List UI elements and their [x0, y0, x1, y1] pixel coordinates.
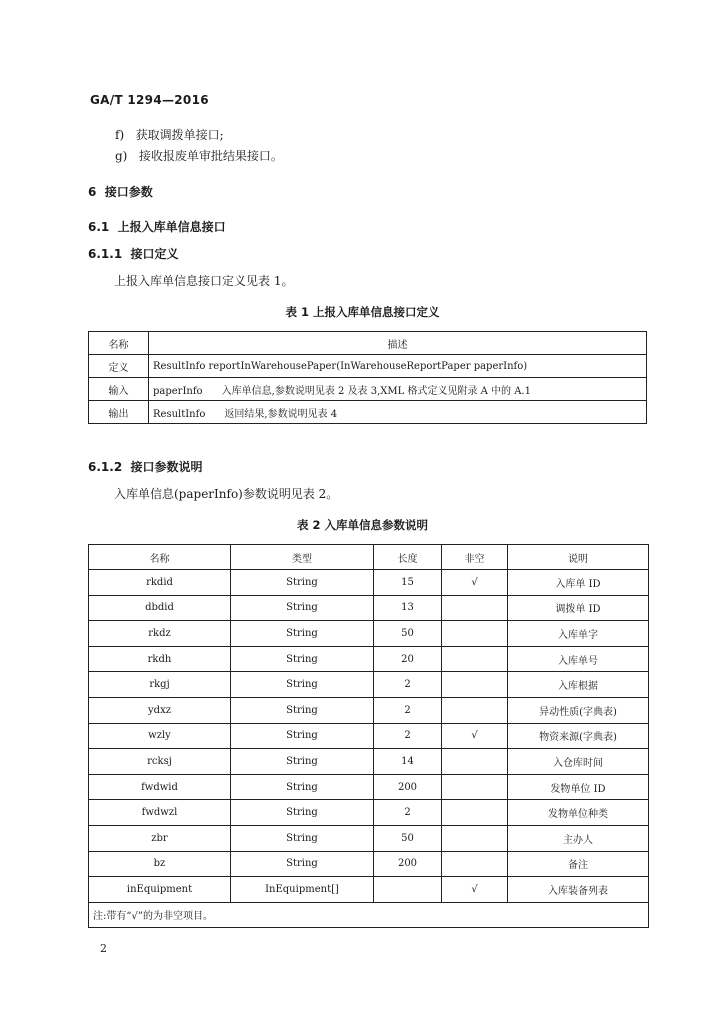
header-cell: 名称	[89, 545, 231, 570]
table-row	[89, 800, 649, 826]
table-cell: 入库单 ID	[508, 570, 649, 596]
table-cell	[374, 877, 442, 903]
table-cell: rkgj	[89, 672, 231, 698]
section-title: 接口参数	[104, 185, 153, 199]
section-title: 接口参数说明	[130, 460, 203, 474]
table-cell: rkdid	[89, 570, 231, 596]
table-row	[89, 355, 647, 378]
table-cell: String	[231, 570, 374, 596]
table-cell: zbr	[89, 825, 231, 851]
table-cell: rkdh	[89, 646, 231, 672]
table-cell: 输入	[89, 378, 149, 401]
table-cell	[442, 672, 508, 698]
table-row	[89, 621, 649, 647]
table-cell: 50	[374, 825, 442, 851]
table-row	[89, 877, 649, 903]
table-header-row	[89, 332, 647, 355]
section-6-1-1-heading	[88, 245, 179, 262]
table-cell: rkdz	[89, 621, 231, 647]
table-cell: 2	[374, 800, 442, 826]
section-number: 6.1.1	[88, 247, 123, 261]
table-row	[89, 378, 647, 401]
table-cell: dbdid	[89, 595, 231, 621]
table-cell: 物资来源(字典表)	[508, 723, 649, 749]
section-number: 6.1	[88, 220, 110, 234]
header-cell: 长度	[374, 545, 442, 570]
section-number: 6	[88, 185, 97, 199]
table-cell: String	[231, 595, 374, 621]
table-cell: 200	[374, 851, 442, 877]
table-cell: rcksj	[89, 749, 231, 775]
parameter-table	[88, 544, 649, 928]
paragraph-table1-ref: 上报入库单信息接口定义见表 1。	[114, 274, 294, 288]
table2-caption: 表 2 入库单信息参数说明	[296, 518, 428, 532]
list-marker: g)	[115, 149, 128, 163]
header-cell: 名称	[89, 332, 149, 355]
table-cell: 2	[374, 723, 442, 749]
table-row	[89, 851, 649, 877]
table-row	[89, 749, 649, 775]
list-text: 获取调拨单接口;	[135, 128, 224, 142]
table-cell: √	[442, 723, 508, 749]
table-cell: 50	[374, 621, 442, 647]
table-cell: 备注	[508, 851, 649, 877]
header-cell: 类型	[231, 545, 374, 570]
list-text: 接收报废单审批结果接口。	[138, 149, 283, 163]
table-cell: 200	[374, 774, 442, 800]
table-cell: √	[442, 570, 508, 596]
table-row	[89, 672, 649, 698]
table-cell: String	[231, 697, 374, 723]
table-cell: 定义	[89, 355, 149, 378]
table-cell: InEquipment[]	[231, 877, 374, 903]
table-cell	[442, 825, 508, 851]
parameter-table-body	[89, 570, 649, 928]
section-title: 上报入库单信息接口	[117, 220, 226, 234]
table-note-row	[89, 902, 649, 927]
table-cell: String	[231, 723, 374, 749]
header-cell: 说明	[508, 545, 649, 570]
table-cell: fwdwzl	[89, 800, 231, 826]
list-item-g	[115, 147, 283, 164]
table-cell: 入仓库时间	[508, 749, 649, 775]
section-number: 6.1.2	[88, 460, 123, 474]
table-cell	[442, 774, 508, 800]
table-cell: ydxz	[89, 697, 231, 723]
table-cell: fwdwid	[89, 774, 231, 800]
table-cell: inEquipment	[89, 877, 231, 903]
table-cell: 入库装备列表	[508, 877, 649, 903]
header-cell: 描述	[149, 332, 647, 355]
table-row	[89, 697, 649, 723]
table-cell: 发物单位种类	[508, 800, 649, 826]
table-cell: String	[231, 621, 374, 647]
table-cell: String	[231, 800, 374, 826]
table-cell: √	[442, 877, 508, 903]
table-cell	[442, 595, 508, 621]
table-cell: 15	[374, 570, 442, 596]
table-cell: 2	[374, 697, 442, 723]
document-header: GA/T 1294—2016	[90, 93, 209, 107]
table-cell: 输出	[89, 401, 149, 424]
list-marker: f)	[115, 128, 125, 142]
table-row	[89, 774, 649, 800]
table-cell: 异动性质(字典表)	[508, 697, 649, 723]
table-cell: ResultInfo reportInWarehousePaper(InWarehouseReportPaper paperInfo)	[149, 355, 647, 378]
table-row	[89, 595, 649, 621]
section-title: 接口定义	[130, 247, 179, 261]
table-row	[89, 646, 649, 672]
table-cell: bz	[89, 851, 231, 877]
section-6-1-heading	[88, 218, 226, 235]
table-cell	[442, 646, 508, 672]
table-cell: String	[231, 646, 374, 672]
table-cell: 14	[374, 749, 442, 775]
table-cell	[442, 851, 508, 877]
table-cell	[442, 697, 508, 723]
table-cell: wzly	[89, 723, 231, 749]
table-cell: 入库根据	[508, 672, 649, 698]
table-cell: String	[231, 851, 374, 877]
table-cell: 发物单位 ID	[508, 774, 649, 800]
table-cell: String	[231, 774, 374, 800]
header-cell: 非空	[442, 545, 508, 570]
table-cell	[442, 800, 508, 826]
table-cell	[442, 749, 508, 775]
paragraph-table2-ref: 入库单信息(paperInfo)参数说明见表 2。	[114, 487, 339, 501]
section-6-1-2-heading	[88, 458, 203, 475]
table-note: 注:带有“√”的为非空项目。	[89, 902, 649, 927]
interface-definition-table	[88, 331, 647, 424]
table-cell: 调拨单 ID	[508, 595, 649, 621]
table-cell: paperInfo 入库单信息,参数说明见表 2 及表 3,XML 格式定义见附录 A 中的 A.1	[149, 378, 647, 401]
table-cell: 入库单号	[508, 646, 649, 672]
table-cell: String	[231, 749, 374, 775]
table-cell: 2	[374, 672, 442, 698]
table-cell: ResultInfo 返回结果,参数说明见表 4	[149, 401, 647, 424]
table-cell: String	[231, 672, 374, 698]
page-number: 2	[100, 942, 107, 955]
table-cell	[442, 621, 508, 647]
table-cell: String	[231, 825, 374, 851]
table-row	[89, 723, 649, 749]
section-6-heading	[88, 183, 153, 200]
list-item-f	[115, 126, 224, 143]
table-cell: 入库单字	[508, 621, 649, 647]
table-cell: 13	[374, 595, 442, 621]
table-header-row	[89, 545, 649, 570]
table-row	[89, 570, 649, 596]
table-row	[89, 825, 649, 851]
table-cell: 主办人	[508, 825, 649, 851]
table-cell: 20	[374, 646, 442, 672]
table1-caption: 表 1 上报入库单信息接口定义	[285, 305, 440, 319]
table-row	[89, 401, 647, 424]
